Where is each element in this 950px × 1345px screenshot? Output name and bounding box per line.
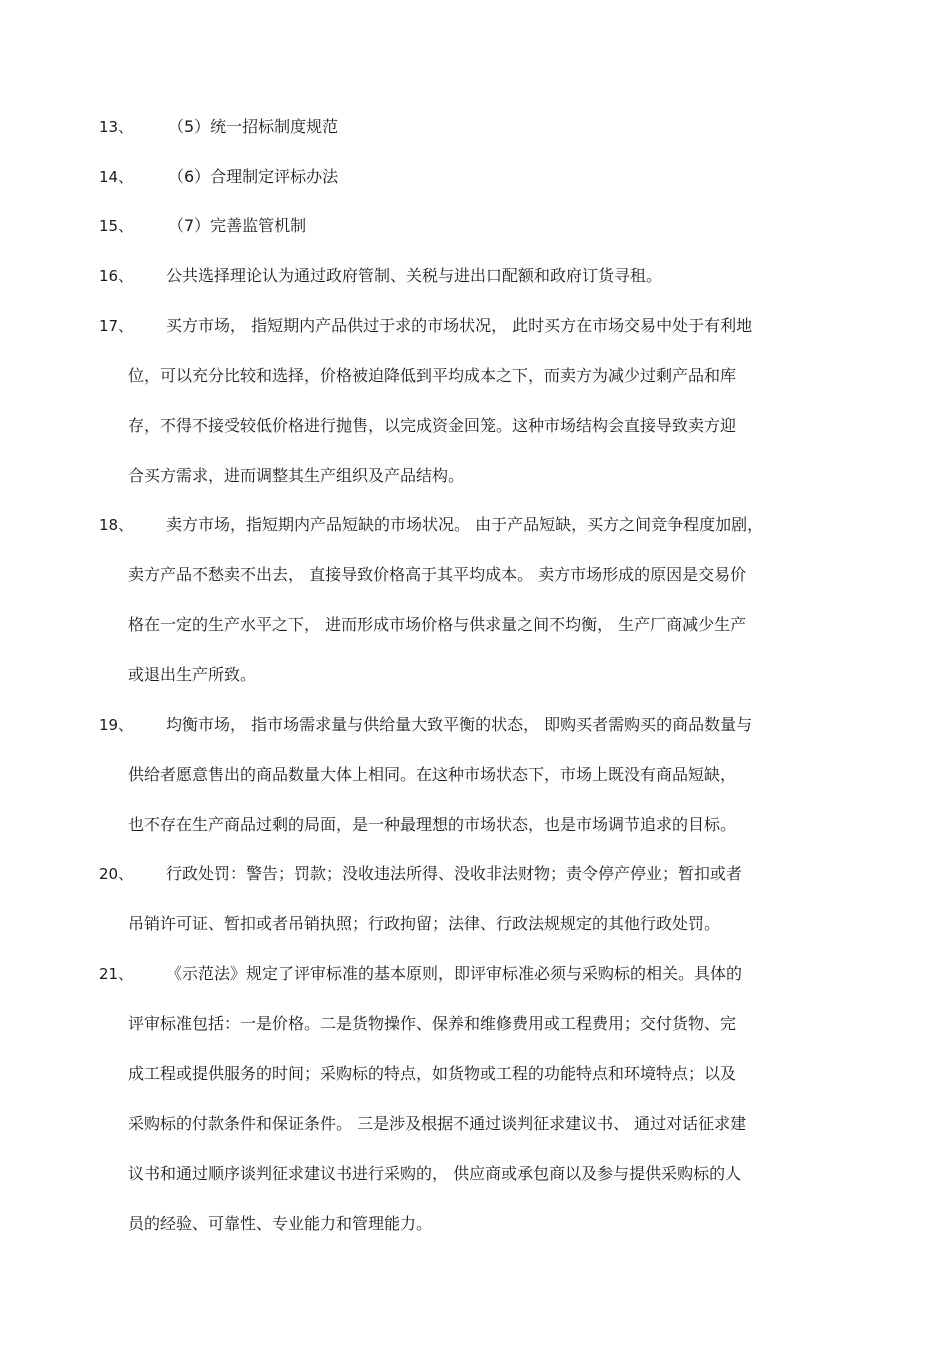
item-text-line: 供给者愿意售出的商品数量大体上相同。在这种市场状态下，市场上既没有商品短缺，	[128, 765, 737, 784]
item-text-line: 采购标的付款条件和保证条件。 三是涉及根据不通过谈判征求建议书、 通过对话征求建	[128, 1114, 747, 1133]
item-text-line: （6）合理制定评标办法	[168, 167, 339, 186]
item-text-line: 吊销许可证、暂扣或者吊销执照；行政拘留；法律、行政法规规定的其他行政处罚。	[128, 914, 721, 933]
item-text-line: 格在一定的生产水平之下， 进而形成市场价格与供求量之间不均衡， 生产厂商减少生产	[128, 615, 747, 634]
item-text-line: （5）统一招标制度规范	[168, 117, 339, 136]
item-number: 14、	[99, 168, 134, 186]
item-text-line: 或退出生产所致。	[128, 665, 257, 684]
item-text-line: 成工程或提供服务的时间；采购标的特点，如货物或工程的功能特点和环境特点；以及	[128, 1064, 737, 1083]
item-number: 17、	[99, 317, 134, 335]
item-number: 21、	[99, 965, 134, 983]
item-text-line: 员的经验、可靠性、专业能力和管理能力。	[128, 1214, 433, 1233]
item-text-line: 公共选择理论认为通过政府管制、关税与进出口配额和政府订货寻租。	[166, 266, 663, 285]
item-number: 20、	[99, 865, 134, 883]
item-text-line: 评审标准包括：一是价格。二是货物操作、保养和维修费用或工程费用；交付货物、完	[128, 1014, 737, 1033]
item-number: 16、	[99, 267, 134, 285]
item-text-line: 卖方市场，指短期内产品短缺的市场状况。 由于产品短缺，买方之间竞争程度加剧，	[166, 515, 764, 534]
item-text-line: 均衡市场， 指市场需求量与供给量大致平衡的状态， 即购买者需购买的商品数量与	[166, 715, 753, 734]
item-number: 15、	[99, 217, 134, 235]
item-text-line: 存，不得不接受较低价格进行抛售，以完成资金回笼。这种市场结构会直接导致卖方迎	[128, 416, 737, 435]
item-text-line: 买方市场， 指短期内产品供过于求的市场状况， 此时买方在市场交易中处于有利地	[166, 316, 753, 335]
item-text-line: 议书和通过顺序谈判征求建议书进行采购的， 供应商或承包商以及参与提供采购标的人	[128, 1164, 742, 1183]
item-text-line: 也不存在生产商品过剩的局面，是一种最理想的市场状态，也是市场调节追求的目标。	[128, 815, 737, 834]
item-text-line: （7）完善监管机制	[168, 216, 307, 235]
item-text-line: 《示范法》规定了评审标准的基本原则，即评审标准必须与采购标的相关。具体的	[166, 964, 743, 983]
item-text-line: 合买方需求，进而调整其生产组织及产品结构。	[128, 466, 465, 485]
item-number: 18、	[99, 516, 134, 534]
item-number: 13、	[99, 118, 134, 136]
item-text-line: 卖方产品不愁卖不出去， 直接导致价格高于其平均成本。 卖方市场形成的原因是交易价	[128, 565, 747, 584]
item-text-line: 位，可以充分比较和选择，价格被迫降低到平均成本之下，而卖方为减少过剩产品和库	[128, 366, 737, 385]
item-number: 19、	[99, 716, 134, 734]
item-text-line: 行政处罚：警告；罚款；没收违法所得、没收非法财物；责令停产停业；暂扣或者	[166, 864, 743, 883]
